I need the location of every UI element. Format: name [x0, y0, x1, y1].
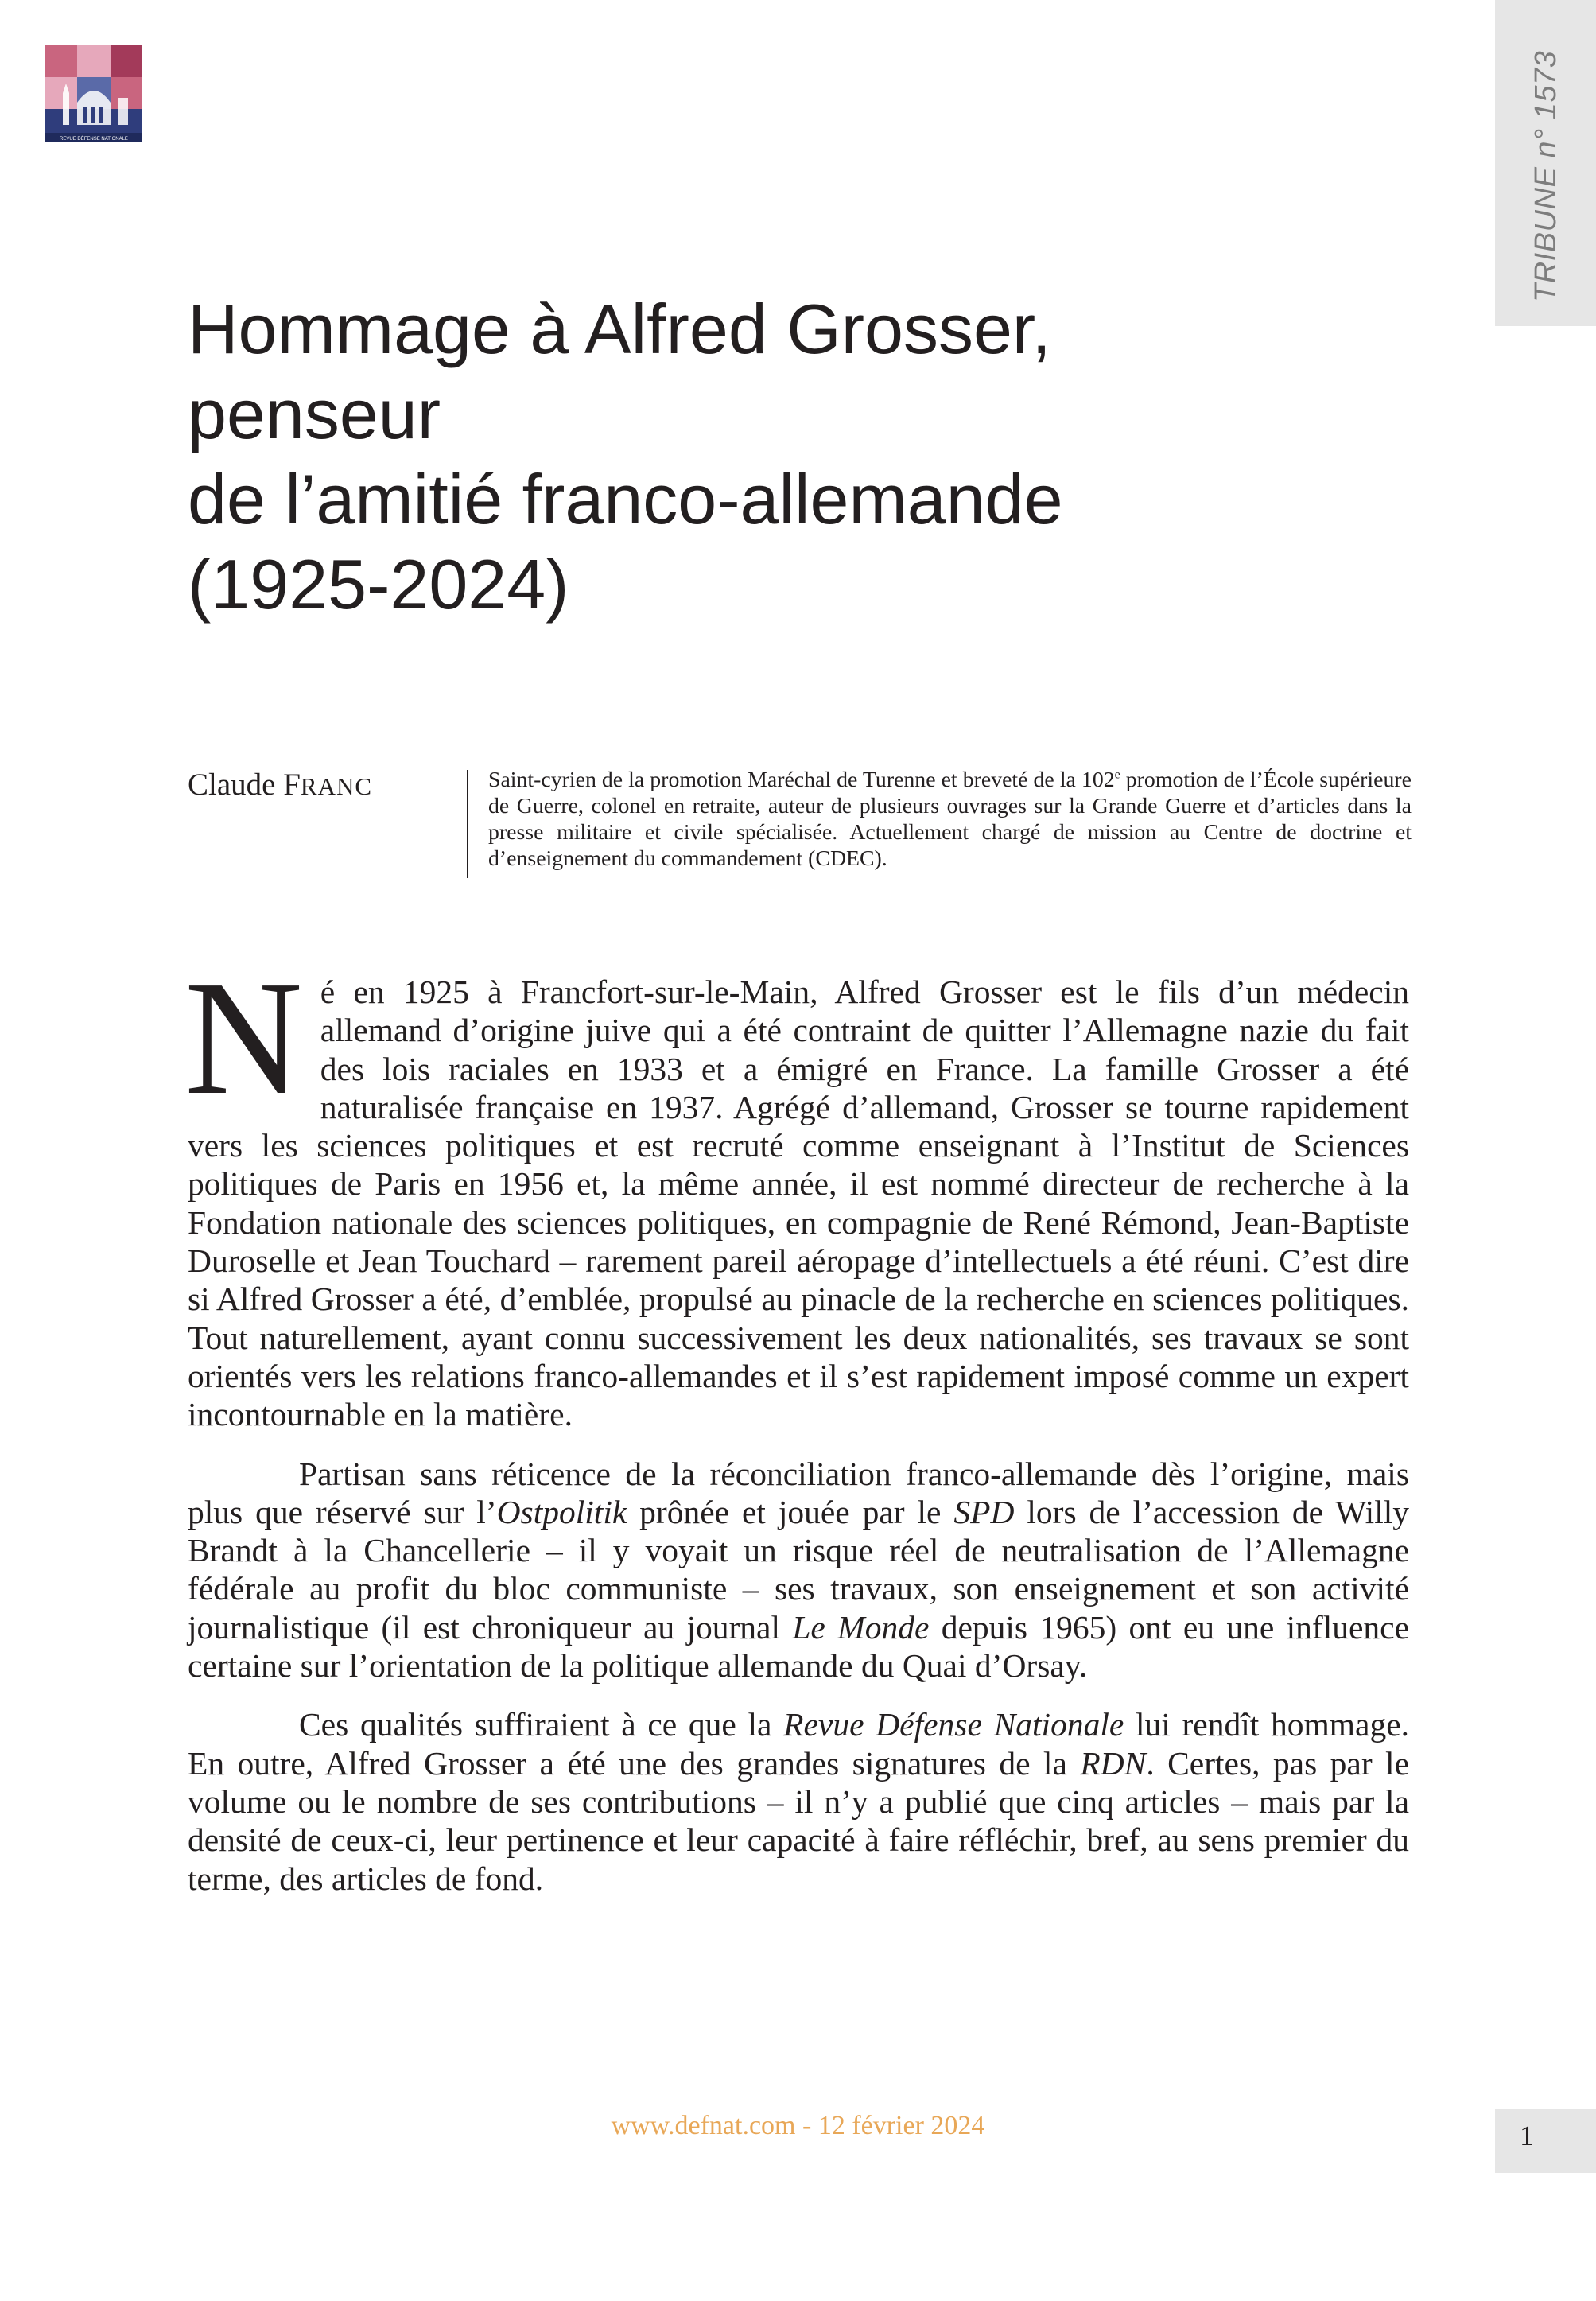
author-first-name: Claude	[188, 768, 276, 802]
author-last-rest: RANC	[300, 772, 373, 800]
paragraph	[188, 1455, 1409, 1685]
bio-text: promotion de l’École supérieure de Guerre, colonel en retraite, auteur de plusieurs ouvrages sur la Grande Guerre et d’articles dans la presse militaire et civile spécialisée. Actuellement chargé de mission au Centre de doctrine et d’enseignement du commandement (CDEC).	[488, 768, 1412, 871]
author-bio	[488, 767, 1412, 872]
paragraph	[188, 1705, 1409, 1897]
paragraph-text: é en 1925 à Francfort-sur-le-Main, Alfred Grosser est le fils d’un médecin allemand d’origine juive qui a été contraint de quitter l’Allemagne nazie du fait des lois raciales en 1933 et a émigré en France. La famille Grosser a été naturalisée française en 1937. Agrégé d’allemand, Grosser se tourne rapidement vers les sciences politiques et est recruté comme enseignant à l’Institut de Sciences politiques de Paris en 1956 et, la même année, il est nommé directeur de recherche à la Fondation nationale des sciences politiques, en compagnie de René Rémond, Jean-Baptiste Duroselle et Jean Touchard – rarement pareil aéropage d’intellectuels a été réuni. C’est dire si Alfred Grosser a été, d’emblée, propulsé au pinacle de la recherche en sciences politiques. Tout naturellement, ayant connu successivement les deux nationalités, ses travaux se sont orientés vers les relations franco-allemandes et il s’est rapidement imposé comme un expert incontournable en la matière.	[188, 974, 1409, 1433]
title-line: penseur	[188, 375, 441, 453]
italic-term: Ostpolitik	[496, 1493, 627, 1530]
paragraph-text: Partisan sans réticence de la réconciliation franco-allemande dès l’origine, mais plus que réservé sur l’	[188, 1455, 1409, 1530]
italic-term: Revue Défense Nationale	[783, 1706, 1124, 1743]
paragraph-text: Ces qualités suffiraient à ce que la	[299, 1706, 784, 1743]
rdn-logo-icon	[45, 45, 142, 142]
paragraph-text: prônée et jouée par le	[627, 1493, 954, 1530]
svg-text:REVUE DÉFENSE NATIONALE: REVUE DÉFENSE NATIONALE	[60, 137, 128, 142]
title-line: (1925-2024)	[188, 545, 569, 624]
author-last-initial: F	[283, 768, 301, 802]
paragraph	[184, 946, 1409, 1434]
bio-superscript: e	[1114, 768, 1120, 782]
paragraph-text: depuis 1965) ont eu une influence certaine sur l’orientation de la politique allemande du Quai d’Orsay.	[188, 1608, 1409, 1685]
bio-divider	[467, 770, 468, 878]
page-number: 1	[1520, 2120, 1534, 2151]
tribune-label: TRIBUNE n° 1573	[1529, 50, 1563, 302]
bio-text: Saint-cyrien de la promotion Maréchal de Turenne et breveté de la 102	[488, 768, 1115, 792]
title-line: de l’amitié franco-allemande	[188, 460, 1063, 538]
title-line: Hommage à Alfred Grosser,	[188, 290, 1051, 368]
italic-term: SPD	[953, 1493, 1015, 1530]
paragraph-text: lui rendît hommage. En outre, Alfred Grosser a été une des grandes signatures de la	[188, 1706, 1409, 1782]
author-last-name	[283, 768, 372, 802]
paragraph-text: . Certes, pas par le volume ou le nombre de ses contributions – il n’y a publié que cinq articles – mais par la densité de ceux-ci, leur pertinence et leur capacité à faire réfléchir, bref, au sens premier du terme, des articles de fond.	[188, 1744, 1410, 1897]
paragraph-text: lors de l’accession de Willy Brandt à la Chancellerie – il y voyait un risque réel de neutralisation de l’Allemagne fédérale au profit du bloc communiste – ses travaux, son enseignement et son activité journalistique (il est chroniqueur au journal	[188, 1493, 1410, 1646]
footer-url-date: www.defnat.com - 12 février 2024	[611, 2111, 985, 2140]
italic-term: RDN	[1080, 1744, 1147, 1782]
drop-cap: N	[184, 946, 303, 1129]
author-name	[188, 765, 372, 807]
italic-term: Le Monde	[792, 1608, 930, 1646]
article-title	[188, 286, 1380, 627]
article-body	[184, 946, 1410, 1918]
